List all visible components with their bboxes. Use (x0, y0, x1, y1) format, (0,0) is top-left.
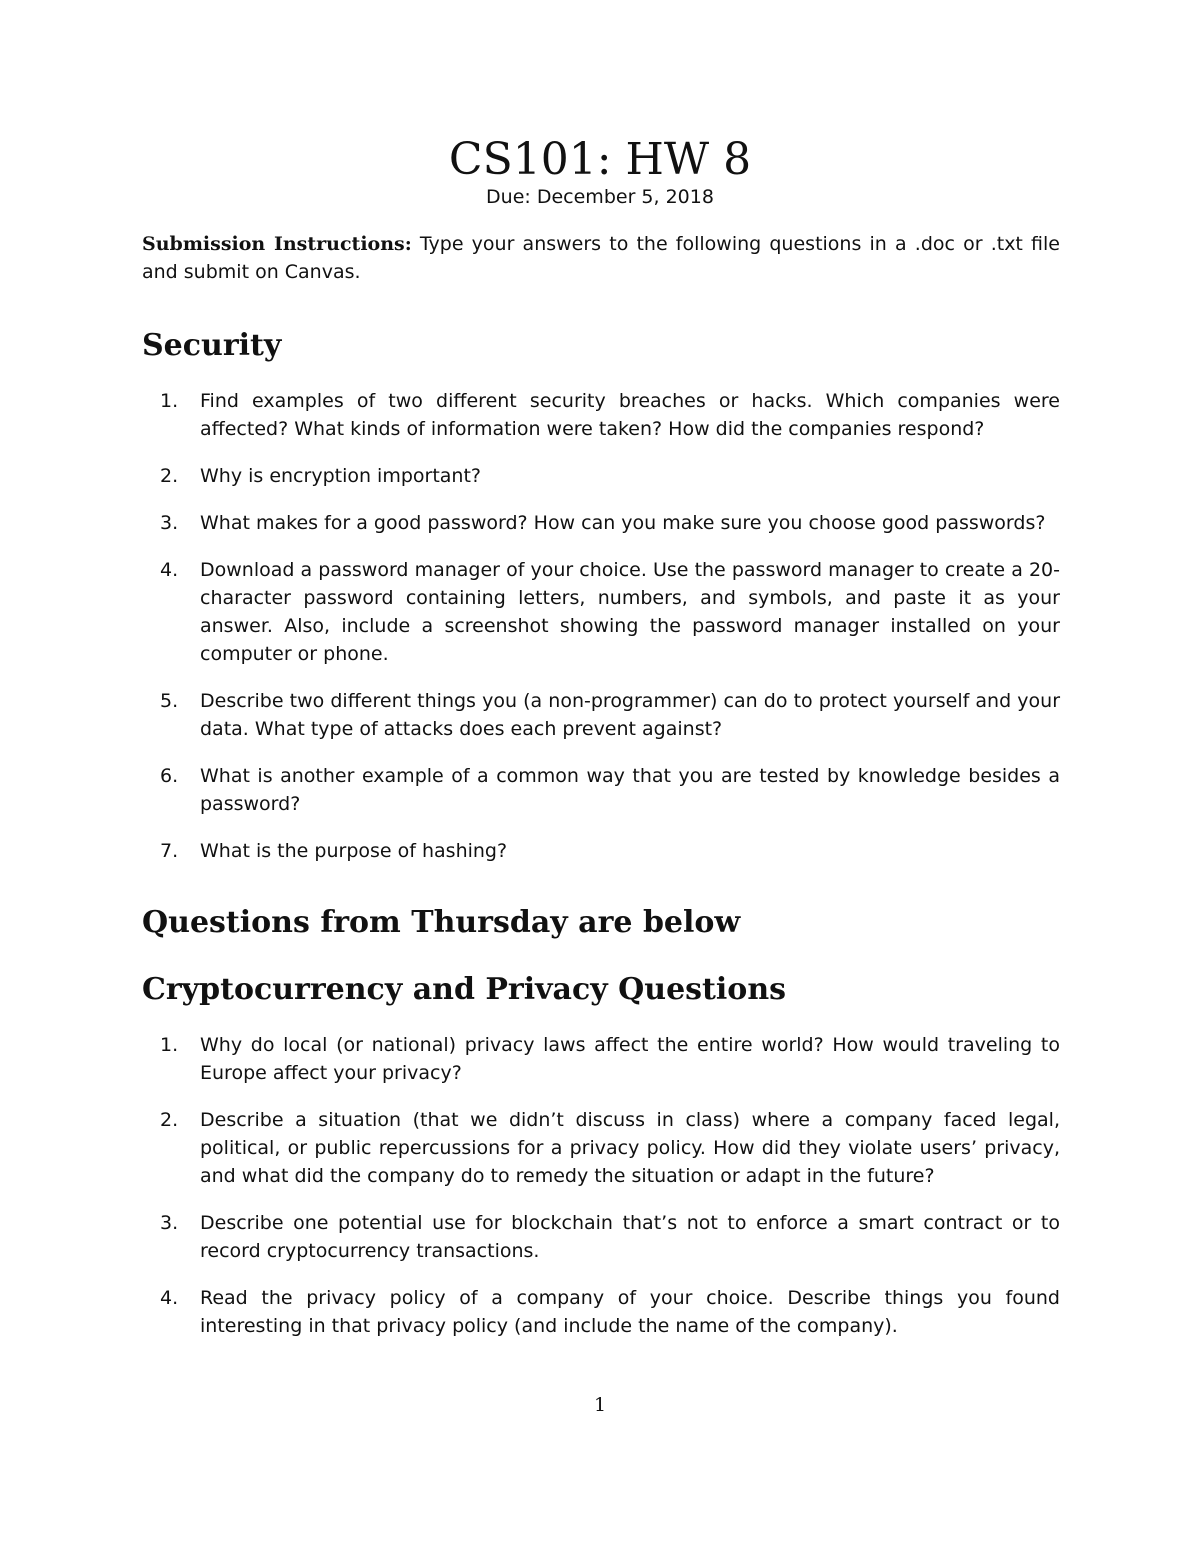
question-number: 3. (160, 512, 179, 534)
question-number: 4. (160, 1287, 179, 1309)
crypto-question-list (0, 1031, 1060, 1359)
document-title: CS101: HW 8 (448, 134, 752, 185)
section-heading-security: Security (142, 328, 282, 363)
security-question-list (0, 387, 1060, 884)
question-number: 6. (160, 765, 179, 787)
security-question-6 (0, 762, 1060, 818)
question-number: 5. (160, 690, 179, 712)
question-number: 7. (160, 840, 179, 862)
question-number: 3. (160, 1212, 179, 1234)
question-number: 2. (160, 465, 179, 487)
crypto-question-3 (0, 1209, 1060, 1265)
question-text: What is another example of a common way that you are tested by knowledge besides a password? (200, 765, 1060, 815)
question-text: Describe two different things you (a non-programmer) can do to protect yourself and your data. What type of attacks does each prevent against? (200, 690, 1060, 740)
instructions-text: Type your answers to the following questions in a .doc or .txt file and submit on Canvas. (142, 233, 1060, 283)
question-number: 1. (160, 1034, 179, 1056)
question-number: 2. (160, 1109, 179, 1131)
security-question-5 (0, 687, 1060, 743)
question-text: Why is encryption important? (200, 465, 482, 487)
instructions-label: Submission Instructions: (142, 233, 412, 255)
question-text: Download a password manager of your choice. Use the password manager to create a 20-character password containing letters, numbers, and symbols, and paste it as your answer. Also, include a screenshot showing the password manager installed on your computer or phone. (200, 559, 1060, 665)
security-question-7 (0, 837, 1060, 865)
page-number: 1 (593, 1394, 607, 1416)
question-text: Read the privacy policy of a company of your choice. Describe things you found interesting in that privacy policy (and include the name of the company). (200, 1287, 1060, 1337)
due-date: Due: December 5, 2018 (486, 186, 714, 208)
question-text: What is the purpose of hashing? (200, 840, 508, 862)
security-question-3 (0, 509, 1060, 537)
security-question-1 (0, 387, 1060, 443)
question-text: Describe one potential use for blockchain that’s not to enforce a smart contract or to record cryptocurrency transactions. (200, 1212, 1060, 1262)
question-number: 1. (160, 390, 179, 412)
security-question-4 (0, 556, 1060, 668)
section-heading-crypto-privacy: Cryptocurrency and Privacy Questions (142, 972, 787, 1007)
crypto-question-2 (0, 1106, 1060, 1190)
question-text: Why do local (or national) privacy laws affect the entire world? How would traveling to Europe affect your privacy? (200, 1034, 1060, 1084)
crypto-question-4 (0, 1284, 1060, 1340)
question-text: Find examples of two different security breaches or hacks. Which companies were affected? What kinds of information were taken? How did the companies respond? (200, 390, 1060, 440)
submission-instructions (142, 230, 1060, 286)
question-number: 4. (160, 559, 179, 581)
section-heading-thursday: Questions from Thursday are below (142, 905, 741, 940)
crypto-question-1 (0, 1031, 1060, 1087)
question-text: Describe a situation (that we didn’t discuss in class) where a company faced legal, political, or public repercussions for a privacy policy. How did they violate users’ privacy, and what did the company do to remedy the situation or adapt in the future? (200, 1109, 1060, 1187)
question-text: What makes for a good password? How can you make sure you choose good passwords? (200, 512, 1046, 534)
security-question-2 (0, 462, 1060, 490)
